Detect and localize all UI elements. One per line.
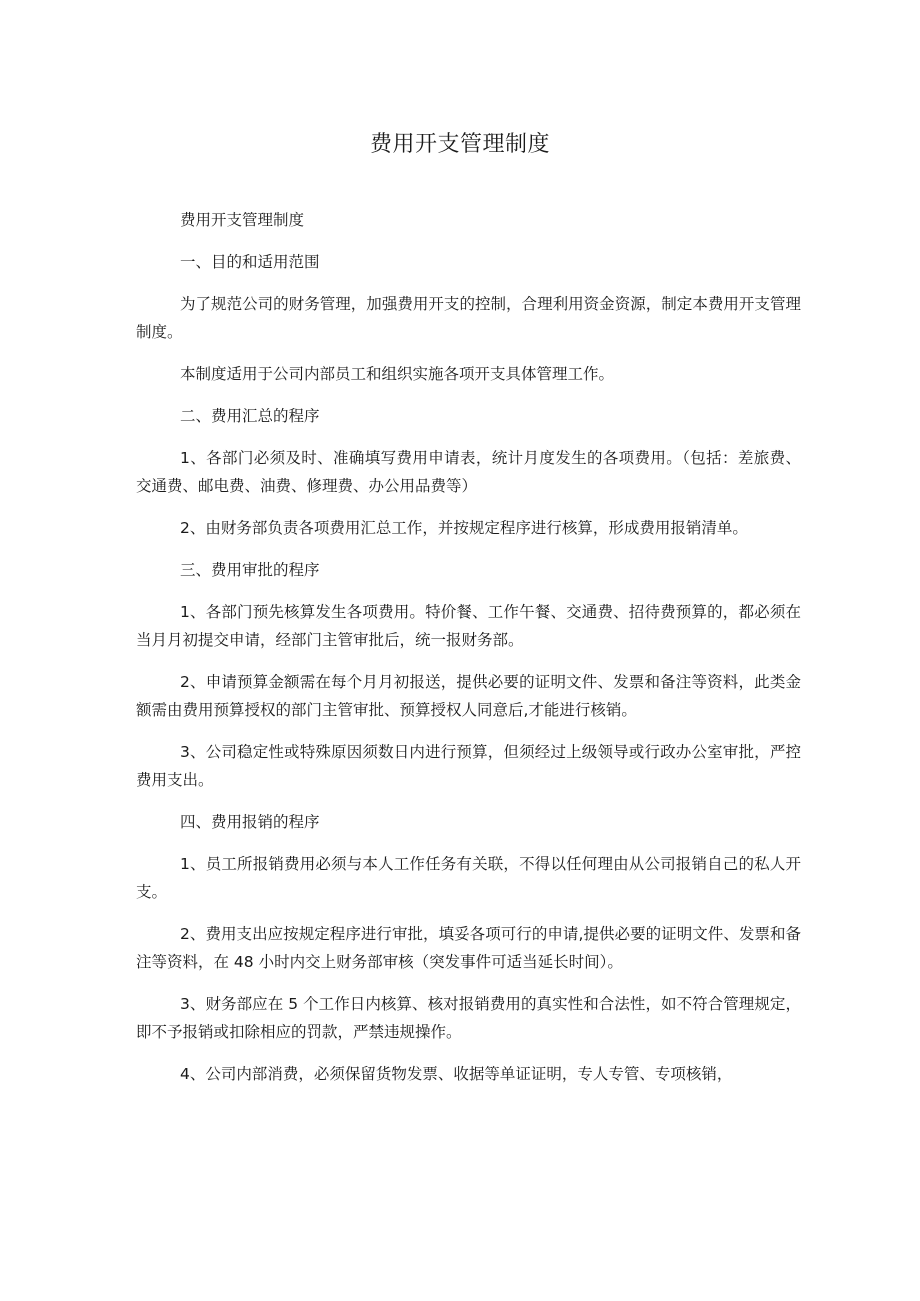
paragraph: 费用开支管理制度 [180,211,305,229]
section-heading: 二、费用汇总的程序 [180,407,320,425]
paragraph: 3、财务部应在 5 个工作日内核算、核对报销费用的真实性和合法性，如不符合管理规定，即不予报销或扣除相应的罚款，严禁违规操作。 [136,995,801,1041]
document-body [136,206,801,1102]
paragraph: 3、公司稳定性或特殊原因须数日内进行预算，但须经过上级领导或行政办公室审批，严控费用支出。 [136,743,801,789]
paragraph: 2、由财务部负责各项费用汇总工作，并按规定程序进行核算，形成费用报销清单。 [180,519,748,537]
section-heading: 四、费用报销的程序 [180,813,320,831]
paragraph: 2、费用支出应按规定程序进行审批，填妥各项可行的申请,提供必要的证明文件、发票和备注等资料，在 48 小时内交上财务部审核（突发事件可适当延长时间）。 [136,925,801,971]
paragraph: 1、员工所报销费用必须与本人工作任务有关联，不得以任何理由从公司报销自己的私人开支。 [136,855,801,901]
section-heading: 三、费用审批的程序 [180,561,320,579]
paragraph: 1、各部门预先核算发生各项费用。特价餐、工作午餐、交通费、招待费预算的，都必须在当月月初提交申请，经部门主管审批后，统一报财务部。 [136,603,801,649]
paragraph: 4、公司内部消费，必须保留货物发票、收据等单证证明，专人专管、专项核销， [180,1065,733,1083]
paragraph: 2、申请预算金额需在每个月月初报送，提供必要的证明文件、发票和备注等资料，此类金额需由费用预算授权的部门主管审批、预算授权人同意后,才能进行核销。 [136,673,801,719]
paragraph: 1、各部门必须及时、准确填写费用申请表，统计月度发生的各项费用。（包括：差旅费、交通费、邮电费、油费、修理费、办公用品费等） [136,449,801,495]
document-title: 费用开支管理制度 [369,132,550,157]
paragraph: 本制度适用于公司内部员工和组织实施各项开支具体管理工作。 [180,365,615,383]
section-heading: 一、目的和适用范围 [180,253,320,271]
paragraph: 为了规范公司的财务管理，加强费用开支的控制，合理利用资金资源，制定本费用开支管理制度。 [136,295,801,341]
